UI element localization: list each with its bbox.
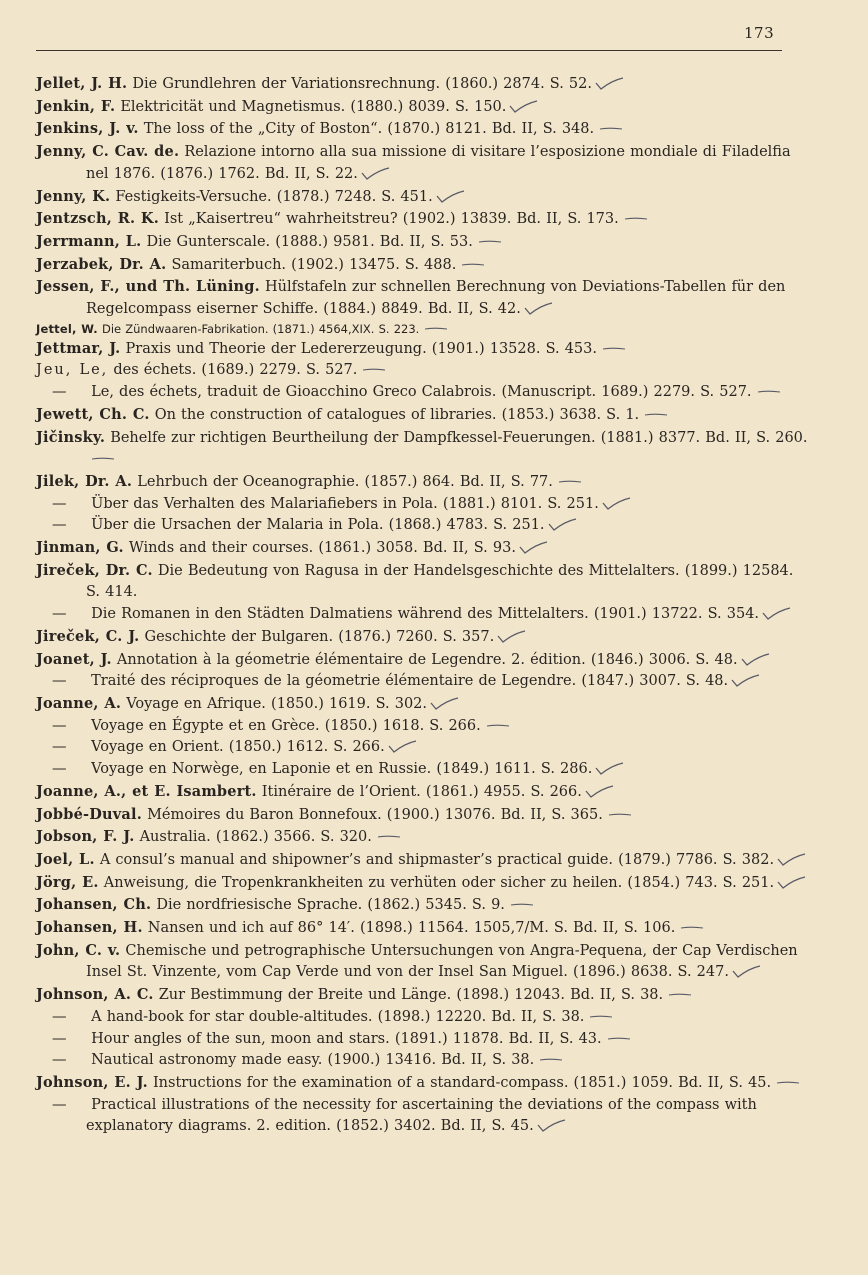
entry-title: A consul’s manual and shipowner’s and shipmaster’s practical guide. (99, 851, 613, 868)
entry-title: Anweisung, die Tropenkrankheiten zu verhüten oder sicher zu heilen. (103, 874, 623, 891)
bibliography-entry (36, 208, 811, 231)
entry-details: (1898.) 11564. 1505,7/M. S. Bd. II, S. 106. (359, 920, 676, 937)
sub-entry (36, 1095, 811, 1138)
bibliography-entry (36, 940, 811, 984)
entry-author: Jessen, F., und Th. Lüning. (36, 278, 260, 296)
bibliography-entry (36, 321, 811, 338)
sub-entry (36, 604, 811, 626)
entry-title: Praxis und Theorie der Ledererzeugung. (125, 340, 427, 357)
entry-details: (1853.) 3638. S. 1. (501, 406, 640, 423)
entry-details: (1861.) 4955. S. 266. (425, 783, 582, 800)
entry-title: Ist „Kaisertreu“ wahrheitstreu? (164, 211, 398, 228)
entry-title: Die Romanen in den Städten Dalmatiens während des Mittelalters. (91, 606, 589, 623)
handwritten-checkmark-icon (547, 518, 577, 531)
entry-title: Nautical astronomy made easy. (91, 1052, 323, 1069)
entry-author: Joanet, J. (36, 650, 112, 668)
handwritten-checkmark-icon (601, 497, 631, 510)
handwritten-checkmark-icon (536, 1119, 566, 1132)
handwritten-dash-icon (359, 363, 389, 376)
sub-entry (36, 1007, 811, 1029)
entry-title: Voyage en Afrique. (126, 695, 266, 712)
entry-details: (1850.) 1612. S. 266. (228, 739, 385, 756)
handwritten-dash-icon (754, 385, 784, 398)
entry-details: (1689.) 2279. S. 527. (201, 362, 358, 379)
entry-details: (1862.) 5345. S. 9. (367, 897, 505, 914)
bibliography-entry (36, 338, 811, 361)
ditto-dash: — (52, 739, 67, 756)
sub-entry (36, 671, 811, 693)
entry-details: (1861.) 3058. Bd. II, S. 93. (318, 540, 516, 557)
sub-entry (36, 1050, 811, 1072)
entry-title: Die Zündwaaren-Fabrikation. (101, 321, 269, 336)
entry-details: (1852.) 3402. Bd. II, S. 45. (336, 1118, 534, 1135)
entry-details: (1901.) 13528. S. 453. (431, 340, 597, 357)
entry-author: Jobson, F. J. (36, 828, 135, 846)
entry-author: Jobbé-Duval. (36, 805, 142, 823)
entry-author: Johnson, A. C. (36, 986, 154, 1004)
bibliography-entry (36, 427, 811, 471)
entry-author: Jenkins, J. v. (36, 120, 139, 138)
ditto-dash: — (52, 717, 67, 734)
entry-title: On the construction of catalogues of libraries. (154, 406, 497, 423)
bibliography-entry (36, 781, 811, 804)
entry-title: Festigkeits-Versuche. (115, 188, 272, 205)
entry-title: Über das Verhalten des Malariafiebers in Pola. (91, 495, 438, 512)
bibliography-entry (36, 404, 811, 427)
handwritten-dash-icon (483, 719, 513, 732)
handwritten-checkmark-icon (731, 965, 761, 978)
handwritten-dash-icon (665, 988, 695, 1001)
sub-entry (36, 716, 811, 738)
handwritten-checkmark-icon (761, 607, 791, 620)
handwritten-dash-icon (677, 921, 707, 934)
handwritten-checkmark-icon (508, 100, 538, 113)
entry-details: (1857.) 864. Bd. II, S. 77. (364, 473, 553, 490)
bibliography-entry (36, 984, 811, 1007)
ditto-dash: — (52, 1008, 67, 1025)
handwritten-checkmark-icon (594, 762, 624, 775)
entry-title: Australia. (139, 829, 211, 846)
handwritten-dash-icon (596, 122, 626, 135)
handwritten-dash-icon (536, 1053, 566, 1066)
entry-details: (1881.) 8377. Bd. II, S. 260. (600, 429, 808, 446)
bibliography-entry (36, 626, 811, 649)
entry-title: Hour angles of the sun, moon and stars. (91, 1030, 390, 1047)
entry-author: Jettel, W. (36, 321, 98, 336)
bibliography-entry (36, 693, 811, 716)
entry-details: (1850.) 1619. S. 302. (271, 695, 428, 712)
entry-title: Die Gunterscale. (146, 233, 271, 250)
entry-title: Voyage en Égypte et en Grèce. (91, 717, 320, 734)
handwritten-dash-icon (605, 808, 635, 821)
ditto-dash: — (52, 673, 67, 690)
handwritten-checkmark-icon (429, 697, 459, 710)
entry-title: Über die Ursachen der Malaria in Pola. (91, 517, 384, 534)
page-number: 173 (744, 24, 775, 42)
bibliography-entry (36, 471, 811, 494)
bibliography-entry (36, 254, 811, 277)
sub-entry (36, 737, 811, 759)
entry-details: (1850.) 1618. S. 266. (324, 717, 481, 734)
entry-details: (1900.) 13416. Bd. II, S. 38. (327, 1052, 535, 1069)
sub-entry (36, 382, 811, 404)
handwritten-checkmark-icon (496, 630, 526, 643)
entry-author: Jewett, Ch. C. (36, 405, 150, 423)
entry-author: Jeu, Le, (36, 362, 109, 379)
handwritten-checkmark-icon (387, 740, 417, 753)
entry-title: des échets. (113, 362, 197, 379)
bibliography-entry (36, 276, 811, 320)
entry-title: The loss of the „City of Boston“. (143, 121, 383, 138)
entry-details: (1847.) 3007. S. 48. (581, 673, 729, 690)
handwritten-checkmark-icon (518, 541, 548, 554)
entry-details: (1879.) 7786. S. 382. (618, 851, 775, 868)
bibliography-entry (36, 186, 811, 209)
entry-title: Hülfstafeln zur schnellen Berechnung von Deviations-Tabellen für den Regelcompass eiserner Schiffe. (86, 279, 786, 318)
entry-author: Joanne, A. (36, 694, 122, 712)
ditto-dash: — (52, 1052, 67, 1069)
ditto-dash: — (52, 1096, 67, 1113)
handwritten-checkmark-icon (584, 785, 614, 798)
entry-title: Elektricität und Magnetismus. (120, 98, 346, 115)
bibliography-entry (36, 804, 811, 827)
handwritten-dash-icon (421, 322, 451, 335)
bibliography-entry (36, 118, 811, 141)
ditto-dash: — (52, 1030, 67, 1047)
entry-author: Jettmar, J. (36, 339, 121, 357)
entry-author: Joanne, A., et E. Isambert. (36, 782, 257, 800)
entry-author: Jilek, Dr. A. (36, 472, 133, 490)
entry-author: Jentzsch, R. K. (36, 210, 159, 228)
entry-title: Die Bedeutung von Ragusa in der Handelsgeschichte des Mittelalters. (1899.) (157, 562, 738, 579)
entry-author: Jenny, K. (36, 187, 111, 205)
entry-title: Lehrbuch der Oceanographie. (137, 473, 360, 490)
entry-details: (1846.) 3006. S. 48. (590, 651, 738, 668)
entry-author: Johansen, Ch. (36, 896, 152, 914)
entry-title: Samariterbuch. (171, 256, 287, 273)
bibliography-entry (36, 826, 811, 849)
handwritten-dash-icon (773, 1076, 803, 1089)
handwritten-dash-icon (621, 212, 651, 225)
handwritten-dash-icon (604, 1032, 634, 1045)
bibliography-entry (36, 96, 811, 119)
entry-author: Johnson, E. J. (36, 1073, 148, 1091)
entry-title: Instructions for the examination of a standard-compass. (152, 1074, 569, 1091)
ditto-dash: — (52, 384, 67, 401)
entry-details: (1881.) 8101. S. 251. (442, 495, 599, 512)
entry-author: Johansen, H. (36, 919, 143, 937)
entry-title: Die Grundlehren der Variationsrechnung. (132, 76, 441, 92)
bibliography-entry (36, 917, 811, 940)
entry-details: (1876.) 1762. Bd. II, S. 22. (160, 165, 358, 182)
bibliography-entry (36, 141, 811, 185)
entry-title: Voyage en Orient. (91, 739, 224, 756)
handwritten-checkmark-icon (730, 674, 760, 687)
handwritten-dash-icon (641, 408, 671, 421)
entry-details: (1868.) 4783. S. 251. (388, 517, 545, 534)
entry-author: Jörg, E. (36, 873, 99, 891)
entry-author: Jenny, C. Cav. de. (36, 143, 180, 161)
entry-details: (1871.) 4564,XIX. S. 223. (272, 321, 420, 336)
handwritten-checkmark-icon (776, 876, 806, 889)
entry-details: (1862.) 3566. S. 320. (215, 829, 372, 846)
entry-author: Jireček, Dr. C. (36, 561, 153, 579)
entry-title: Relazione intorno alla sua missione di visitare l’esposizione mondiale di Filadelfia nel 1876. (86, 144, 791, 182)
bibliography-entry (36, 872, 811, 895)
entry-title: Behelfe zur richtigen Beurtheilung der Dampfkessel-Feuerungen. (110, 429, 596, 446)
bibliography-entry (36, 360, 811, 382)
sub-entry (36, 1029, 811, 1051)
handwritten-dash-icon (507, 898, 537, 911)
entry-author: John, C. v. (36, 941, 121, 959)
entry-details: (Manuscript. 1689.) 2279. S. 527. (501, 384, 752, 401)
handwritten-checkmark-icon (594, 77, 624, 90)
entry-title: Mémoires du Baron Bonnefoux. (147, 806, 382, 823)
entry-author: Jerrmann, L. (36, 232, 142, 250)
entry-author: Jenkin, F. (36, 97, 116, 115)
sub-entry (36, 494, 811, 516)
entry-author: Jellet, J. H. (36, 75, 128, 92)
handwritten-checkmark-icon (740, 653, 770, 666)
entry-details: (1860.) 2874. S. 52. (445, 76, 592, 92)
handwritten-dash-icon (374, 830, 404, 843)
entry-details: (1902.) 13839. Bd. II, S. 173. (402, 211, 619, 228)
handwritten-checkmark-icon (360, 167, 390, 180)
handwritten-dash-icon (475, 235, 505, 248)
ditto-dash: — (52, 761, 67, 778)
entry-title: Itinéraire de l’Orient. (261, 783, 421, 800)
entry-details: (1854.) 743. S. 251. (627, 874, 775, 891)
entry-title: Nansen und ich auf 86° 14′. (147, 920, 355, 937)
bibliography-entry (36, 1072, 811, 1095)
handwritten-dash-icon (555, 475, 585, 488)
bibliography-entry (36, 649, 811, 672)
entry-details: (1900.) 13076. Bd. II, S. 365. (386, 806, 603, 823)
header-rule (36, 50, 782, 51)
ditto-dash: — (52, 495, 67, 512)
entry-details: (1898.) 12220. Bd. II, S. 38. (377, 1008, 585, 1025)
entry-title: Die nordfriesische Sprache. (156, 897, 363, 914)
entry-title: Practical illustrations of the necessity for ascertaining the deviations of the compass with explanatory diagrams. 2. edition. (86, 1096, 757, 1135)
entry-author: Joel, L. (36, 850, 95, 868)
sub-entry (36, 759, 811, 781)
entry-details: (1902.) 13475. S. 488. (291, 256, 457, 273)
entry-details: (1901.) 13722. S. 354. (593, 606, 760, 623)
entry-details: (1898.) 12043. Bd. II, S. 38. (456, 987, 664, 1004)
entry-title: Voyage en Norwège, en Laponie et en Russie. (91, 761, 432, 778)
entry-details: (1896.) 8638. S. 247. (572, 964, 729, 981)
bibliography-entry (36, 894, 811, 917)
entry-details: (1880.) 8039. S. 150. (350, 98, 507, 115)
entry-title: Geschichte der Bulgaren. (144, 628, 334, 645)
entry-details: (1849.) 1611. S. 286. (436, 761, 593, 778)
bibliography-entry (36, 849, 811, 872)
handwritten-dash-icon (586, 1010, 616, 1023)
entry-details: (1878.) 7248. S. 451. (276, 188, 433, 205)
handwritten-dash-icon (88, 452, 118, 465)
entry-details: (1888.) 9581. Bd. II, S. 53. (275, 233, 473, 250)
ditto-dash: — (52, 606, 67, 623)
bibliography-list (36, 73, 811, 1138)
entry-author: Jireček, C. J. (36, 627, 140, 645)
entry-details: (1851.) 1059. Bd. II, S. 45. (573, 1074, 772, 1091)
handwritten-checkmark-icon (523, 302, 553, 315)
entry-title: Annotation à la géometrie élémentaire de Legendre. 2. édition. (116, 651, 586, 668)
bibliography-entry (36, 73, 811, 96)
ditto-dash: — (52, 517, 67, 534)
bibliography-entry (36, 560, 811, 604)
handwritten-dash-icon (599, 342, 629, 355)
bibliography-entry (36, 537, 811, 560)
entry-author: Jičinsky. (36, 428, 106, 446)
entry-details: 12584. S. 414. (86, 562, 794, 601)
handwritten-dash-icon (458, 258, 488, 271)
entry-title: Zur Bestimmung der Breite und Länge. (158, 987, 452, 1004)
entry-details: (1870.) 8121. Bd. II, S. 348. (387, 121, 595, 138)
entry-details: (1876.) 7260. S. 357. (338, 628, 495, 645)
handwritten-checkmark-icon (435, 190, 465, 203)
bibliography-entry (36, 231, 811, 254)
entry-title: A hand-book for star double-altitudes. (91, 1008, 373, 1025)
entry-title: Traité des réciproques de la géometrie élémentaire de Legendre. (91, 673, 577, 690)
entry-details: (1891.) 11878. Bd. II, S. 43. (394, 1030, 602, 1047)
entry-title: Winds and their courses. (128, 540, 314, 557)
sub-entry (36, 515, 811, 537)
entry-author: Jinman, G. (36, 539, 124, 557)
handwritten-checkmark-icon (776, 853, 806, 866)
entry-details: (1884.) 8849. Bd. II, S. 42. (323, 301, 521, 318)
entry-title: Le, des échets, traduit de Gioacchino Greco Calabrois. (91, 384, 497, 401)
entry-author: Jerzabek, Dr. A. (36, 255, 167, 273)
entry-title: Chemische und petrographische Untersuchungen von Angra-Pequena, der Cap Verdischen Insel St. Vinzente, vom Cap Verde und von der Insel San Miguel. (86, 942, 798, 981)
